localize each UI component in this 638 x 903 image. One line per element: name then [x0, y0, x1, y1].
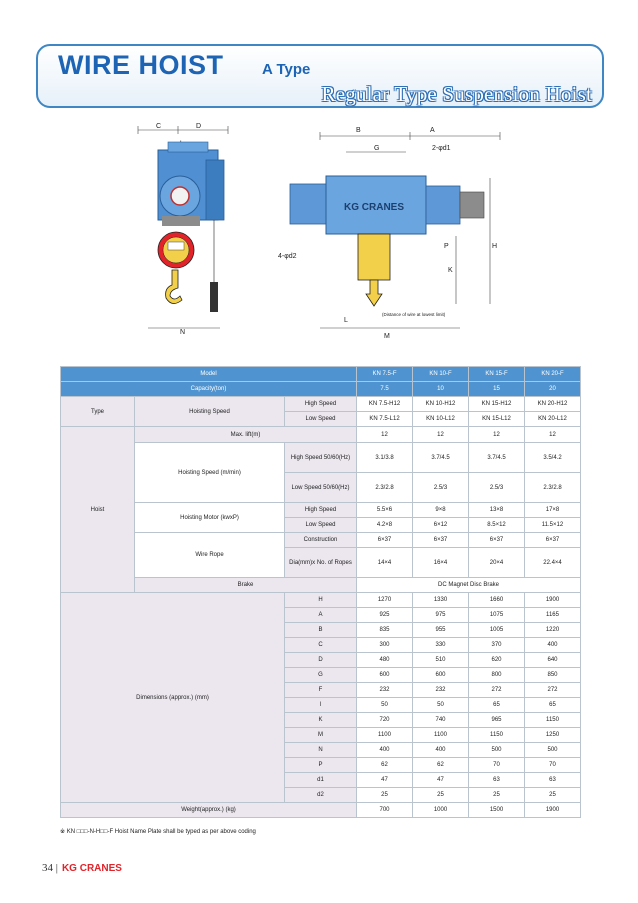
table-cell: 12	[413, 427, 469, 443]
table-row	[61, 503, 581, 518]
table-cell: 12	[357, 427, 413, 443]
capacity-row	[61, 382, 581, 397]
dim-h-label: H	[492, 243, 498, 250]
table-cell: 975	[413, 608, 469, 623]
table-cell: 1165	[525, 608, 581, 623]
table-cell: 1270	[357, 593, 413, 608]
type-label: A Type	[262, 61, 311, 78]
table-cell: 25	[413, 788, 469, 803]
hoist-label-cell: Hoist	[61, 427, 135, 593]
type-label-cell: Type	[61, 397, 135, 427]
dim-d-label: D	[196, 123, 202, 130]
table-cell: 20	[525, 382, 581, 397]
table-cell: KN 10-H12	[413, 397, 469, 412]
table-cell: KN 20-H12	[525, 397, 581, 412]
table-row	[61, 578, 581, 593]
capacity-label: Capacity(ton)	[61, 382, 357, 397]
table-cell: 50	[413, 698, 469, 713]
page-header	[36, 44, 604, 108]
table-cell: 8.5×12	[469, 518, 525, 533]
page-footer	[42, 862, 122, 874]
table-cell: 400	[357, 743, 413, 758]
table-cell: Low Speed	[285, 518, 357, 533]
table-cell: 1100	[413, 728, 469, 743]
dimension-key: F	[285, 683, 357, 698]
table-cell: 600	[413, 668, 469, 683]
model-col: KN 7.5-F	[357, 367, 413, 382]
hoisting-speed-mmin-label: Hoisting Speed (m/min)	[135, 443, 285, 503]
weight-row	[61, 803, 581, 818]
dimension-key: B	[285, 623, 357, 638]
dim-a-label: A	[430, 127, 435, 134]
dim-n-label: N	[180, 329, 186, 336]
table-cell: 600	[357, 668, 413, 683]
wire-distance-note: (Distance of wire at lowest limit)	[382, 312, 446, 317]
table-cell: 1150	[469, 728, 525, 743]
table-cell: KN 20-L12	[525, 412, 581, 427]
table-cell: 1900	[525, 803, 581, 818]
hoisting-speed-label: Hoisting Speed	[135, 397, 285, 427]
table-cell: KN 7.5-L12	[357, 412, 413, 427]
table-cell: 3.7/4.5	[469, 443, 525, 473]
table-cell: KN 15-L12	[469, 412, 525, 427]
table-cell: 2.5/3	[469, 473, 525, 503]
table-cell: 620	[469, 653, 525, 668]
dim-b-label: B	[356, 127, 361, 134]
table-cell: 1660	[469, 593, 525, 608]
page-title: WIRE HOIST	[58, 50, 224, 80]
table-cell: 13×8	[469, 503, 525, 518]
table-cell: 12	[469, 427, 525, 443]
weight-label: Weight(approx.) (kg)	[61, 803, 357, 818]
table-cell: 63	[469, 773, 525, 788]
table-cell: 1000	[413, 803, 469, 818]
table-cell: 232	[357, 683, 413, 698]
table-cell: 1250	[525, 728, 581, 743]
table-cell: 700	[357, 803, 413, 818]
dimension-key: d2	[285, 788, 357, 803]
table-cell: 20×4	[469, 548, 525, 578]
table-cell: 500	[469, 743, 525, 758]
table-cell: 25	[357, 788, 413, 803]
table-cell: 70	[469, 758, 525, 773]
table-cell: 6×37	[413, 533, 469, 548]
dim-d2-label: 4-φd2	[278, 253, 297, 260]
table-cell: 2.3/2.8	[525, 473, 581, 503]
table-cell: 1100	[357, 728, 413, 743]
table-cell: 9×8	[413, 503, 469, 518]
table-cell: 17×8	[525, 503, 581, 518]
dim-m-label: M	[384, 333, 390, 340]
table-row	[61, 443, 581, 473]
dimension-key: l	[285, 698, 357, 713]
table-cell: Dia(mm)x No. of Ropes	[285, 548, 357, 578]
table-cell: 1005	[469, 623, 525, 638]
hoist-logo-text: KG CRANES	[344, 202, 405, 213]
table-cell: 1330	[413, 593, 469, 608]
dimension-row	[61, 593, 581, 608]
dimension-key: P	[285, 758, 357, 773]
table-cell: 5.5×6	[357, 503, 413, 518]
table-row	[61, 427, 581, 443]
dim-g-label: G	[374, 145, 380, 152]
dim-p-label: P	[444, 243, 449, 250]
table-cell: 16×4	[413, 548, 469, 578]
table-cell: 10	[413, 382, 469, 397]
table-cell: 25	[469, 788, 525, 803]
table-cell: 3.5/4.2	[525, 443, 581, 473]
table-cell: 1900	[525, 593, 581, 608]
table-cell: 15	[469, 382, 525, 397]
table-cell: 3.7/4.5	[413, 443, 469, 473]
table-cell: 835	[357, 623, 413, 638]
table-cell: 50	[357, 698, 413, 713]
table-cell: 63	[525, 773, 581, 788]
table-cell: 272	[525, 683, 581, 698]
table-cell: 6×37	[525, 533, 581, 548]
model-col: KN 10-F	[413, 367, 469, 382]
table-cell: 47	[357, 773, 413, 788]
table-cell: 640	[525, 653, 581, 668]
table-cell: 25	[525, 788, 581, 803]
table-cell: Construction	[285, 533, 357, 548]
model-col: KN 20-F	[525, 367, 581, 382]
table-cell: 330	[413, 638, 469, 653]
table-cell: 6×12	[413, 518, 469, 533]
dimension-key: N	[285, 743, 357, 758]
model-col: KN 15-F	[469, 367, 525, 382]
dim-d1-label: 2-φd1	[432, 145, 451, 152]
dimension-key: G	[285, 668, 357, 683]
dimension-key: H	[285, 593, 357, 608]
table-cell: 232	[413, 683, 469, 698]
dimensions-label: Dimensions (approx.) (mm)	[61, 593, 285, 803]
table-cell: 70	[525, 758, 581, 773]
table-cell: 6×37	[357, 533, 413, 548]
table-cell: 850	[525, 668, 581, 683]
table-cell: 62	[357, 758, 413, 773]
table-cell: 1500	[469, 803, 525, 818]
front-view-drawing	[260, 118, 510, 344]
dimensions-body	[61, 593, 581, 803]
table-cell: 1075	[469, 608, 525, 623]
table-cell: 740	[413, 713, 469, 728]
dimension-key: d1	[285, 773, 357, 788]
page-subtitle: Regular Type Suspension Hoist	[321, 82, 592, 106]
dim-l-front-label: L	[344, 317, 348, 324]
table-header-row	[61, 367, 581, 382]
max-lift-label: Max. lift(m)	[135, 427, 357, 443]
dim-k-label: K	[448, 267, 453, 274]
brand-logo: KG CRANES	[61, 863, 122, 874]
table-cell: 800	[469, 668, 525, 683]
table-cell: 300	[357, 638, 413, 653]
table-cell: KN 10-L12	[413, 412, 469, 427]
table-cell: 1220	[525, 623, 581, 638]
table-cell: 62	[413, 758, 469, 773]
dimension-key: A	[285, 608, 357, 623]
table-cell: 65	[469, 698, 525, 713]
table-cell: 400	[413, 743, 469, 758]
table-cell: 12	[525, 427, 581, 443]
table-cell: High Speed	[285, 397, 357, 412]
side-view-drawing	[128, 120, 238, 342]
table-cell: 4.2×8	[357, 518, 413, 533]
table-cell: 720	[357, 713, 413, 728]
table-cell: 272	[469, 683, 525, 698]
table-cell: 370	[469, 638, 525, 653]
table-cell: 47	[413, 773, 469, 788]
table-cell: 965	[469, 713, 525, 728]
table-cell: 22.4×4	[525, 548, 581, 578]
dimension-key: K	[285, 713, 357, 728]
table-cell: 14×4	[357, 548, 413, 578]
spec-table	[60, 366, 581, 818]
coding-note: ※ KN □□□-N-H□□-F Hoist Name Plate shall be typed as per above coding	[60, 829, 256, 835]
table-cell: KN 7.5-H12	[357, 397, 413, 412]
table-cell: 6×37	[469, 533, 525, 548]
table-cell: 65	[525, 698, 581, 713]
dimension-key: C	[285, 638, 357, 653]
table-cell: 925	[357, 608, 413, 623]
table-cell: High Speed 50/60(Hz)	[285, 443, 357, 473]
dimension-key: M	[285, 728, 357, 743]
table-cell: 11.5×12	[525, 518, 581, 533]
dimension-key: D	[285, 653, 357, 668]
model-header: Model	[61, 367, 357, 382]
table-cell: 400	[525, 638, 581, 653]
page-number: 34 |	[42, 862, 58, 874]
table-cell: 1150	[525, 713, 581, 728]
table-cell: 510	[413, 653, 469, 668]
table-cell: Low Speed	[285, 412, 357, 427]
table-cell: 480	[357, 653, 413, 668]
table-cell: KN 15-H12	[469, 397, 525, 412]
table-cell: 500	[525, 743, 581, 758]
table-cell: High Speed	[285, 503, 357, 518]
table-cell: Low Speed 50/60(Hz)	[285, 473, 357, 503]
table-cell: 955	[413, 623, 469, 638]
table-row	[61, 533, 581, 548]
hoisting-motor-label: Hoisting Motor (kwxP)	[135, 503, 285, 533]
table-cell: 2.5/3	[413, 473, 469, 503]
table-row	[61, 397, 581, 412]
brake-label: Brake	[135, 578, 357, 593]
dim-c-label: C	[156, 123, 162, 130]
table-cell: 3.1/3.8	[357, 443, 413, 473]
brake-value: DC Magnet Disc Brake	[357, 578, 581, 593]
wire-rope-label: Wire Rope	[135, 533, 285, 578]
table-cell: 2.3/2.8	[357, 473, 413, 503]
table-cell: 7.5	[357, 382, 413, 397]
